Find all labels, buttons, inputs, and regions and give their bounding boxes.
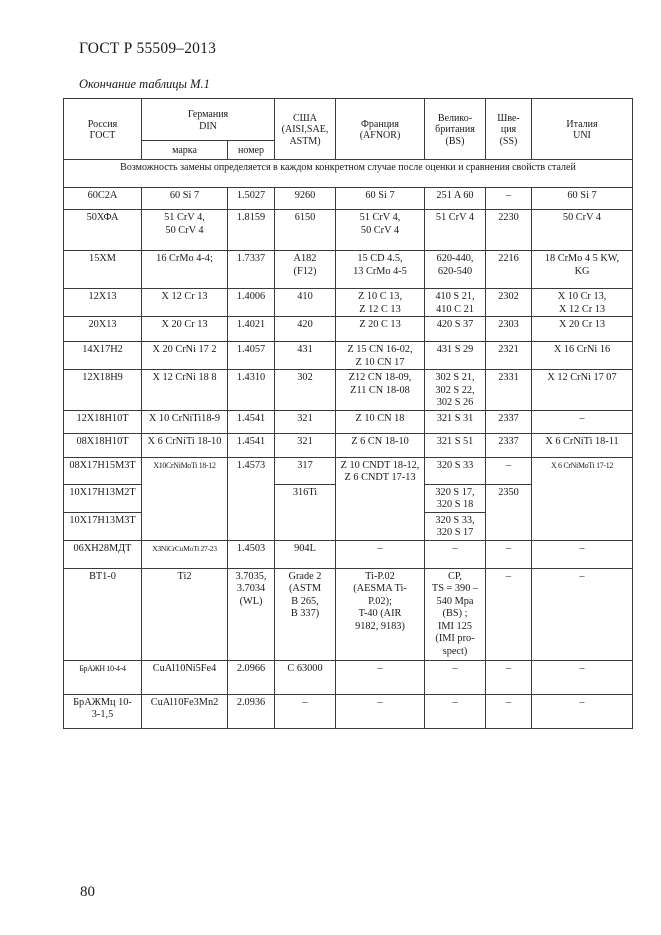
table-caption: Окончание таблицы М.1 xyxy=(79,77,210,91)
header-germany: Германия DIN xyxy=(142,99,275,141)
header-germany-grade: марка xyxy=(142,141,228,160)
table-note: Возможность замены определяется в каждом конкретном случае после оценки и сравнения свойств сталей xyxy=(64,160,633,188)
table-row: 08Х18Н10Т X 6 CrNiTi 18-10 1.4541 321 Z 6 CN 18-10 321 S 51 2337 X 6 CrNiTi 18-11 xyxy=(64,433,633,457)
table-row: 60С2А 60 Si 7 1.5027 9260 60 Si 7 251 A 60 – 60 Si 7 xyxy=(64,188,633,210)
page-number: 80 xyxy=(80,884,95,900)
table-row: ВТ1-0 Ti2 3.7035, 3.7034 (WL) Grade 2 (ASTM B 265, B 337) Ti-P.02 (AESMA Ti- P.02); T-40 (AIR 9182, 9183) CP, TS = 390 – 540 Mpa (BS) ; IMI 125 (IMI pro- spect) – – xyxy=(64,568,633,660)
table-row: 08Х17Н15М3Т X10CrNiMoTi 18-12 1.4573 317 Z 10 CNDT 18-12, Z 6 CNDT 17-13 320 S 33 – X 6 CrNiMoTi 17-12 xyxy=(64,457,633,484)
table-row: 12Х13 X 12 Cr 13 1.4006 410 Z 10 C 13, Z 12 C 13 410 S 21, 410 C 21 2302 X 10 Cr 13, X 12 Cr 13 xyxy=(64,289,633,317)
table-row: 14Х17Н2 X 20 CrNi 17 2 1.4057 431 Z 15 CN 16-02, Z 10 CN 17 431 S 29 2321 X 16 CrNi 16 xyxy=(64,342,633,370)
header-russia: Россия ГОСТ xyxy=(64,99,142,160)
header-uk: Велико- британия (BS) xyxy=(425,99,486,160)
table-row: 20Х13 X 20 Cr 13 1.4021 420 Z 20 C 13 420 S 37 2303 X 20 Cr 13 xyxy=(64,317,633,342)
table-row: 12Х18Н9 X 12 CrNi 18 8 1.4310 302 Z12 CN 18-09, Z11 CN 18-08 302 S 21, 302 S 22, 302 S 26 2331 X 12 CrNi 17 07 xyxy=(64,370,633,411)
table-row: 12Х18Н10Т X 10 CrNiTi18-9 1.4541 321 Z 10 CN 18 321 S 31 2337 – xyxy=(64,410,633,433)
header-sweden: Шве- ция (SS) xyxy=(486,99,532,160)
header-germany-number: номер xyxy=(228,141,275,160)
table-row: 50ХФА 51 CrV 4, 50 CrV 4 1.8159 6150 51 CrV 4, 50 CrV 4 51 CrV 4 2230 50 CrV 4 xyxy=(64,210,633,251)
header-france: Франция (AFNOR) xyxy=(336,99,425,160)
table-row: 10Х17Н13М2Т 316Ti 320 S 17, 320 S 18 2350 xyxy=(64,484,633,512)
table-row: БрАЖН 10-4-4 CuAl10Ni5Fe4 2.0966 C 63000 – – – – xyxy=(64,660,633,694)
steel-equivalents-table xyxy=(63,98,633,729)
header-italy: Италия UNI xyxy=(532,99,633,160)
document-header: ГОСТ Р 55509–2013 xyxy=(79,40,217,57)
table-row: 10Х17Н13М3Т 320 S 33, 320 S 17 xyxy=(64,512,633,540)
header-usa: США (AISI,SAE, ASTM) xyxy=(275,99,336,160)
table-row: БрАЖМц 10- 3-1,5 CuAl10Fe3Mn2 2.0936 – – – – – xyxy=(64,694,633,728)
table-row: 15ХМ 16 CrMo 4-4; 1.7337 A182 (F12) 15 CD 4.5, 13 CrMo 4-5 620-440, 620-540 2216 18 CrMo 4 5 KW, KG xyxy=(64,251,633,289)
table-row: 06ХН28МДТ X3NiCrCuMoTi 27-23 1.4503 904L – – – – xyxy=(64,540,633,568)
